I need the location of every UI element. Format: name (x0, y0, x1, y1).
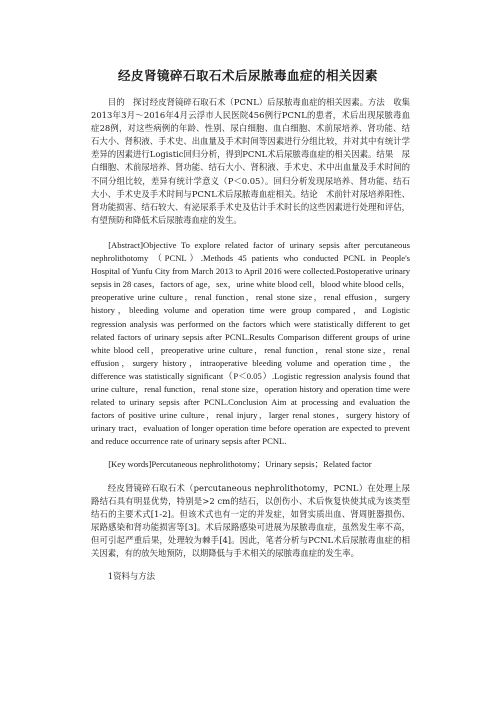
abstract-english: [Abstract]Objective To explore related factor of urinary sepsis after percutaneous nephrolithotomy （PCNL）.Methods 45 patients who conducted PCNL in People's Hospital of Yunfu City from March 2013 to April 2016 were collected.Postoperative urinary sepsis in 28 cases，factors of age，sex，urine white blood cell，blood white blood cells，preoperative urine culture，renal function，renal stone size，renal effusion，surgery history，bleeding volume and operation time were group compared，and Logistic regression analysis was performed on the factors which were statistically different to get related factors of urinary sepsis after PCNL.Results Comparison different groups of urine white blood cell，preoperative urine culture，renal function，renal stone size，renal effusion，surgery history，intraoperative bleeding volume and operation time，the difference was statistically significant（P＜0.05）.Logistic regression analysis found that urine culture，renal function，renal stone size，operation history and operation time were related to urinary sepsis after PCNL.Conclusion Aim at processing and evaluation the factors of positive urine culture，renal injury，larger renal stones，surgery history of urinary tract，evaluation of longer operation time before operation are expected to prevent and reduce occurrence rate of urinary sepsis after PCNL. (91, 239, 410, 447)
abstract-chinese: 目的 探讨经皮肾镜碎石取石术（PCNL）后尿脓毒血症的相关因素。方法 收集2013年3月～2016年4月云浮市人民医院456例行PCNL的患者，术后出现尿脓毒血症28例，对这些病例的年龄、性别、尿白细胞、血白细胞、术前尿培养、肾功能、结石大小、肾积液、手术史、出血量及手术时间等因素进行分组比较，并对其中有统计学差异的因素进行Logistic回归分析，得到PCNL术后尿脓毒血症的相关因素。结果 尿白细胞、术前尿培养、肾功能、结石大小、肾积液、手术史、术中出血量及手术时间的不同分组比较，差异有统计学意义（P＜0.05）。回归分析发现尿培养、肾功能、结石大小、手术史及手术时间与PCNL术后尿脓毒血症相关。结论 术前针对尿培养阳性、肾功能损害、结石较大、有泌尿系手术史及估计手术时长的这些因素进行处理和评估，有望预防和降低术后尿脓毒血症的发生。 (91, 97, 410, 225)
keywords-english: [Key words]Percutaneous nephrolithotomy；Urinary sepsis；Related factor (108, 459, 372, 470)
paper-body (91, 96, 410, 583)
section-heading: 1资料与方法 (107, 571, 155, 582)
introduction-paragraph: 经皮肾镜碎石取石术（percutaneous nephrolithotomy，PCNL）在处理上尿路结石具有明显优势，特别是>2 cm的结石，以创伤小、术后恢复快使其成为该类型结石的主要术式[1-2]。但该术式也有一定的并发症，如肾实质出血、肾周脏器损伤、尿路感染和肾功能损害等[3]。术后尿路感染可进展为尿脓毒血症，虽然发生率不高，但可引起严重后果，处理较为棘手[4]。因此，笔者分析与PCNL术后尿脓毒血症的相关因素，有的放矢地预防，以期降低与手术相关的尿脓毒血症的发生率。 (91, 482, 410, 558)
paper-title: 经皮肾镜碎石取石术后尿脓毒血症的相关因素 (117, 68, 378, 83)
